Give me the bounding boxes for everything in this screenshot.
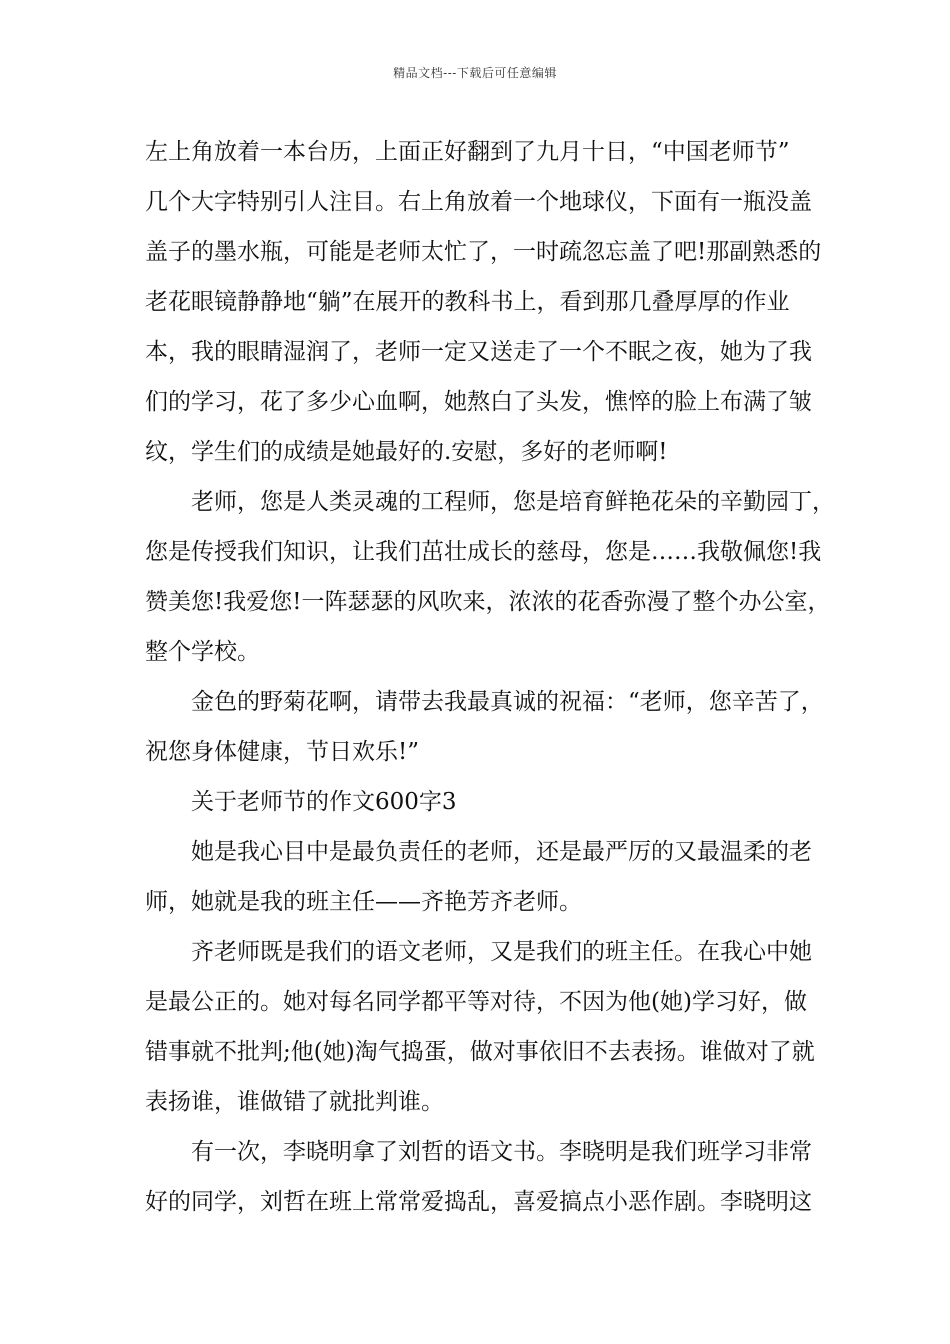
text-line: 祝您身体健康，节日欢乐!” — [145, 739, 420, 765]
section-heading: 关于老师节的作文600字3 — [145, 789, 457, 815]
text-line: 几个大字特别引人注目。右上角放着一个地球仪，下面有一瓶没盖 — [145, 189, 812, 215]
text-line: 金色的野菊花啊，请带去我最真诚的祝福：“老师，您辛苦了， — [145, 689, 824, 715]
document-body — [145, 127, 835, 1227]
text-line: 您是传授我们知识，让我们茁壮成长的慈母，您是……我敬佩您!我 — [145, 539, 822, 565]
text-line: 整个学校。 — [145, 639, 260, 665]
text-line: 好的同学，刘哲在班上常常爱捣乱，喜爱搞点小恶作剧。李晓明这 — [145, 1189, 812, 1215]
text-line: 表扬谁，谁做错了就批判谁。 — [145, 1089, 444, 1115]
text-line: 们的学习，花了多少心血啊，她熬白了头发，憔悴的脸上布满了皱 — [145, 389, 812, 415]
text-line: 赞美您!我爱您!一阵瑟瑟的风吹来，浓浓的花香弥漫了整个办公室， — [145, 589, 831, 615]
text-line: 本，我的眼睛湿润了，老师一定又送走了一个不眠之夜，她为了我 — [145, 339, 812, 365]
page-header: 精品文档---下载后可任意编辑 — [393, 66, 557, 80]
text-line: 有一次，李晓明拿了刘哲的语文书。李晓明是我们班学习非常 — [145, 1139, 812, 1165]
text-line: 错事就不批判;他(她)淘气捣蛋，做对事依旧不去表扬。谁做对了就 — [145, 1039, 815, 1065]
text-line: 师，她就是我的班主任——齐艳芳齐老师。 — [145, 889, 582, 915]
text-line: 纹，学生们的成绩是她最好的.安慰，多好的老师啊! — [145, 439, 668, 465]
text-line: 左上角放着一本台历，上面正好翻到了九月十日，“中国老师节” — [145, 139, 790, 165]
text-line: 老花眼镜静静地“躺”在展开的教科书上，看到那几叠厚厚的作业 — [145, 289, 790, 315]
text-line: 盖子的墨水瓶，可能是老师太忙了，一时疏忽忘盖了吧!那副熟悉的 — [145, 239, 822, 265]
text-line: 老师，您是人类灵魂的工程师，您是培育鲜艳花朵的辛勤园丁， — [145, 489, 835, 515]
text-line: 她是我心目中是最负责任的老师，还是最严厉的又最温柔的老 — [145, 839, 812, 865]
text-line: 是最公正的。她对每名同学都平等对待，不因为他(她)学习好，做 — [145, 989, 807, 1015]
text-line: 齐老师既是我们的语文老师，又是我们的班主任。在我心中她 — [145, 939, 812, 965]
